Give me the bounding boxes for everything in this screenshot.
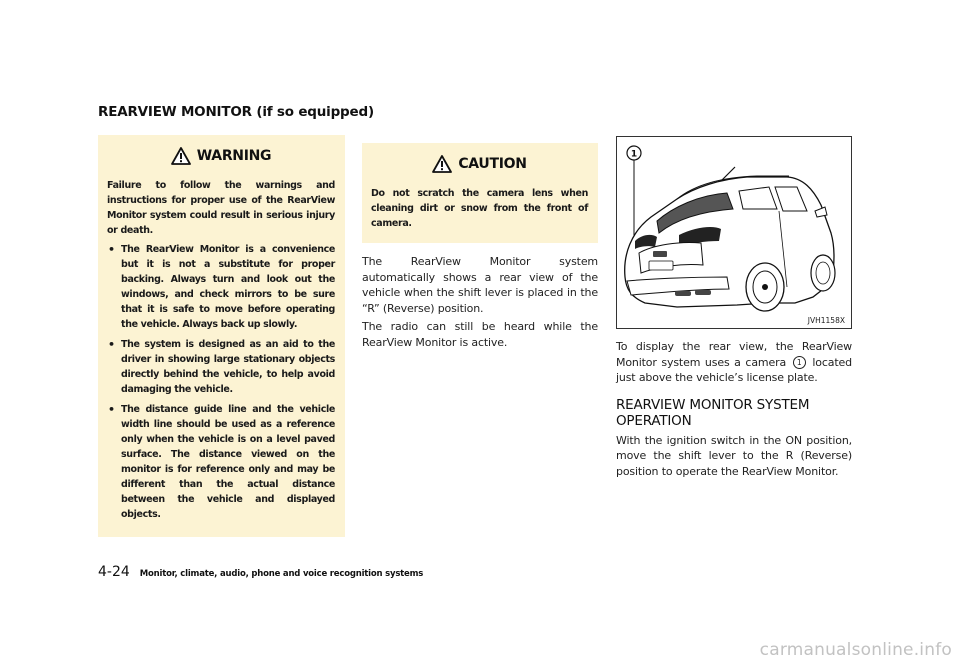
body-paragraph: The RearView Monitor system automatically shows a rear view of the vehicle when the shift lever is placed in the “R” (Reverse) position. (362, 255, 598, 315)
operation-text: With the ignition switch in the ON position, move the shift lever to the R (Reverse) position to operate the RearView Monitor. (616, 433, 852, 478)
vehicle-figure (616, 136, 852, 329)
warning-header (107, 147, 335, 165)
bullet-dot: • (108, 338, 115, 351)
warning-triangle-icon (171, 147, 191, 165)
warning-column (98, 135, 345, 537)
figure-code: JVH1158X (807, 316, 845, 325)
warning-intro: Failure to follow the warnings and instructions for proper use of the RearView Monitor system could result in serious injury or death. (107, 180, 335, 236)
warning-bullet-text: The system is designed as an aid to the driver in showing large stationary objects directly behind the vehicle, to help avoid damaging the vehicle. (121, 339, 335, 395)
warning-bullet (107, 337, 335, 397)
operation-heading: REARVIEW MONITOR SYSTEM OPERATION (616, 396, 810, 429)
watermark: carmanualsonline.info (759, 640, 952, 660)
camera-text-before: To display the rear view, the RearView Monitor system uses a camera (616, 340, 852, 369)
bullet-dot: • (108, 243, 115, 256)
figure-column (616, 136, 852, 482)
bullet-dot: • (108, 403, 115, 416)
caution-text: Do not scratch the camera lens when cleaning dirt or snow from the front of camera. (371, 188, 588, 229)
figure-callout-label: 1 (630, 149, 638, 160)
vehicle-rear-illustration (617, 137, 851, 328)
caution-title: CAUTION (458, 156, 527, 172)
warning-triangle-icon (432, 155, 452, 173)
camera-text-after: located just above the vehicle’s license plate. (616, 355, 852, 384)
body-paragraph: The radio can still be heard while the RearView Monitor is active. (362, 320, 598, 349)
caution-box (362, 143, 598, 243)
warning-bullet-text: The RearView Monitor is a convenience but it is not a substitute for proper backing. Always turn and look out the windows, and check mirrors to be sure that it is safe to move before operating the vehicle. Always back up slowly. (121, 244, 335, 330)
chapter-title: Monitor, climate, audio, phone and voice recognition systems (139, 569, 424, 579)
warning-box (98, 135, 345, 537)
camera-callout: 1 (793, 356, 806, 369)
page-footer (98, 564, 423, 580)
caution-column (362, 143, 598, 353)
camera-location-text (616, 339, 852, 386)
caution-header (371, 155, 588, 173)
warning-bullet-list (107, 242, 335, 522)
section-heading: REARVIEW MONITOR (if so equipped) (98, 104, 374, 120)
warning-title: WARNING (196, 148, 272, 164)
warning-bullet (107, 242, 335, 332)
warning-bullet-text: The distance guide line and the vehicle width line should be used as a reference only when the vehicle is on a level paved surface. The distance viewed on the monitor is for reference only and may be different than the actual distance between the vehicle and displayed objects. (121, 404, 335, 520)
warning-bullet (107, 402, 335, 522)
page-number: 4-24 (98, 564, 130, 580)
